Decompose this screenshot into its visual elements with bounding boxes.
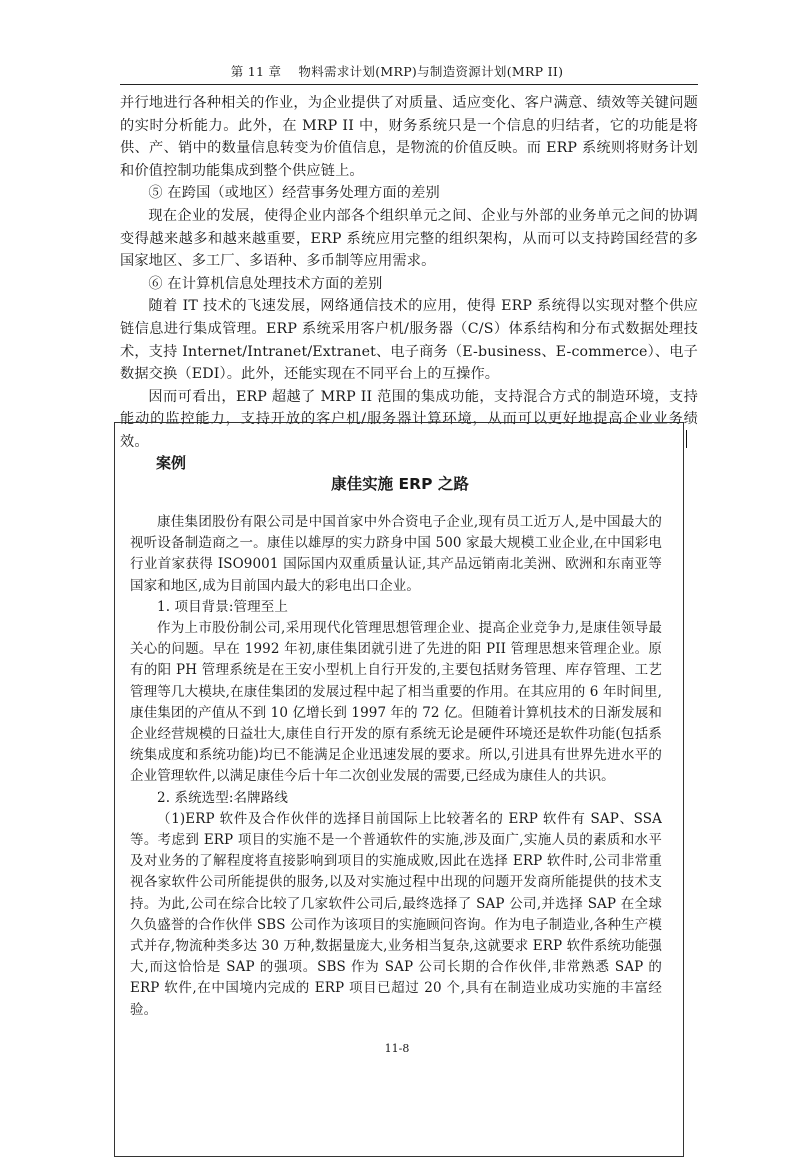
main-text [120,92,698,454]
case-title: 康佳实施 ERP 之路 [331,475,469,493]
paragraph: 康佳集团股份有限公司是中国首家中外合资电子企业,现有员工近万人,是中国最大的视听设备制造商之一。康佳以雄厚的实力跻身中国 500 家最大规模工业企业,在中国彩电行业首家获得 ISO9001 国际国内双重质量认证,其产品远销南北美洲、欧洲和东南亚等国家和地区,成为目前国内最大的彩电出口企业。 [130,514,662,594]
case-label: 案例 [156,454,187,472]
paragraph: 随着 IT 技术的飞速发展，网络通信技术的应用，使得 ERP 系统得以实现对整个供应链信息进行集成管理。ERP 系统采用客户机/服务器（C/S）体系结构和分布式数据处理技术，支持 Internet/Intranet/Extranet、电子商务（E-business、E-commerce）、电子数据交换（EDI）。此外，还能实现在不同平台上的互操作。 [120,298,698,383]
case-text [130,512,662,1021]
header-rule [120,84,698,85]
running-header: 第 11 章 物料需求计划(MRP)与制造资源计划(MRP II) [230,64,564,79]
subsection-heading: ⑤ 在跨国（或地区）经营事务处理方面的差别 [148,185,440,202]
paragraph: 因而可看出，ERP 超越了 MRP II 范围的集成功能，支持混合方式的制造环境，支持能动的监控能力，支持开放的客户机/服务器计算环境，从而可以更好地提高企业业务绩效。 [120,388,698,450]
paragraph: 并行地进行各种相关的作业，为企业提供了对质量、适应变化、客户满意、绩效等关键问题的实时分析能力。此外，在 MRP II 中，财务系统只是一个信息的归结者，它的功能是将供、产、销中的数量信息转变为价值信息，是物流的价值反映。而 ERP 系统则将财务计划和价值控制功能集成到整个供应链上。 [120,95,698,179]
page-number: 11-8 [384,1042,410,1055]
section-heading: 2. 系统选型:名牌路线 [157,789,288,806]
paragraph: （1)ERP 软件及合作伙伴的选择目前国际上比较著名的 ERP 软件有 SAP、SSA 等。考虑到 ERP 项目的实施不是一个普通软件的实施,涉及面广,实施人员的素质和水平及对业务的了解程度将直接影响到项目的实施成败,因此在选择 ERP 软件时,公司非常重视各家软件公司所能提供的服务,以及对实施过程中出现的问题开发商所能提供的技术支持。为此,公司在综合比较了几家软件公司后,最终选择了 SAP 公司,并选择 SAP 在全球久负盛誉的合作伙伴 SBS 公司作为该项目的实施顾问咨询。作为电子制造业,各种生产模式并存,物流种类多达 30 万种,数据量庞大,业务相当复杂,这就要求 ERP 软件系统功能强大,而这恰恰是 SAP 的强项。SBS 作为 SAP 公司长期的合作伙伴,非常熟悉 SAP 的 ERP 软件,在中国境内完成的 ERP 项目已超过 20 个,具有在制造业成功实施的丰富经验。 [130,810,662,1018]
paragraph: 作为上市股份制公司,采用现代化管理思想管理企业、提高企业竞争力,是康佳领导最关心的问题。早在 1992 年初,康佳集团就引进了先进的阳 PII 管理思想来管理企业。原有的阳 PH 管理系统是在王安小型机上自行开发的,主要包括财务管理、库存管理、工艺管理等几大模块,在康佳集团的发展过程中起了相当重要的作用。在其应用的 6 年时间里,康佳集团的产值从不到 10 亿增长到 1997 年的 72 亿。但随着计算机技术的日渐发展和企业经营规模的日益壮大,康佳自行开发的原有系统无论是硬件环境还是软件功能(包括系统集成度和系统功能)均已不能满足企业迅速发展的要求。所以,引进具有世界先进水平的企业管理软件,以满足康佳今后十年二次创业发展的需要,已经成为康佳人的共识。 [130,620,662,785]
text-cursor [686,430,687,448]
subsection-heading: ⑥ 在计算机信息处理技术方面的差别 [148,275,383,292]
section-heading: 1. 项目背景:管理至上 [157,598,288,615]
paragraph: 现在企业的发展，使得企业内部各个组织单元之间、企业与外部的业务单元之间的协调变得越来越多和越来越重要，ERP 系统应用完整的组织架构，从而可以支持跨国经营的多国家地区、多工厂、多语种、多币制等应用需求。 [120,207,698,270]
